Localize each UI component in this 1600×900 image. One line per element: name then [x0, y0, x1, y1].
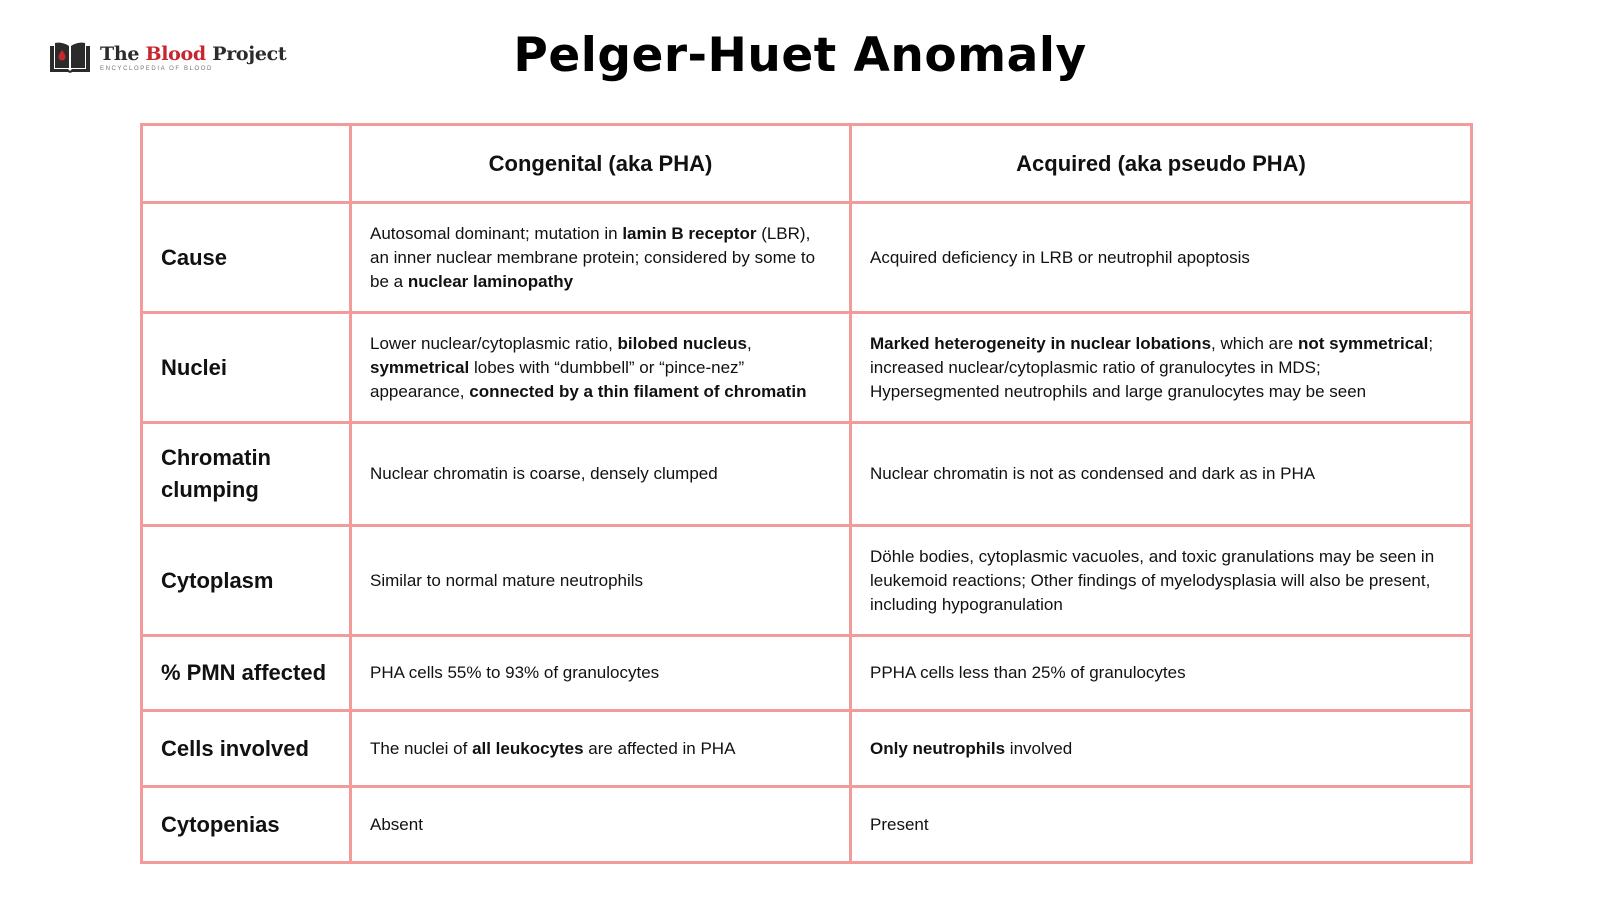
text-segment: PPHA cells less than 25% of granulocytes [870, 663, 1186, 682]
table-row [142, 787, 1472, 863]
page-title: Pelger-Huet Anomaly [513, 28, 1087, 83]
text-segment: (LBR), an inner nuclear membrane protein; considered by some to be a [370, 223, 816, 291]
row-label: Cytopenias [142, 787, 351, 863]
table-row [142, 526, 1472, 636]
text-segment: The nuclei of [370, 738, 473, 758]
congenital-cell [351, 787, 851, 863]
table-row [142, 423, 1472, 526]
congenital-cell [351, 203, 851, 313]
text-segment: Similar to normal mature neutrophils [370, 570, 644, 590]
brand-name-part1: The [100, 42, 146, 65]
congenital-cell [351, 423, 851, 526]
bold-text: connected by a thin filament of chromatin [469, 381, 807, 401]
bold-text: not symmetrical [1297, 333, 1429, 353]
congenital-cell [351, 711, 851, 787]
text-segment: Nuclear chromatin is not as condensed and dark as in PHA [870, 464, 1316, 483]
text-segment: Acquired deficiency in LRB or neutrophil apoptosis [870, 247, 1250, 267]
text-segment: , [746, 333, 752, 353]
brand-name-accent: Blood [145, 42, 206, 65]
bold-text: bilobed nucleus [617, 333, 747, 353]
row-label: Cytoplasm [142, 526, 351, 636]
brand-tagline: ENCYCLOPEDIA OF BLOOD [100, 65, 213, 72]
acquired-cell [851, 711, 1472, 787]
text-segment: lobes with “dumbbell” or “pince-nez” appearance, [370, 357, 745, 401]
header-cell-empty [142, 125, 351, 203]
text-segment: Nuclear chromatin is coarse, densely clumped [370, 464, 718, 483]
text-segment: ; increased nuclear/cytoplasmic ratio of granulocytes in MDS; Hypersegmented neutrophils and large granulocytes may be seen [870, 333, 1434, 401]
table-row [142, 313, 1472, 423]
row-label: Nuclei [142, 313, 351, 423]
congenital-cell [351, 526, 851, 636]
bold-text: Only neutrophils [870, 738, 1006, 758]
text-segment: involved [1005, 738, 1073, 758]
comparison-table [140, 123, 1473, 864]
bold-text: symmetrical [370, 357, 470, 377]
table-row [142, 203, 1472, 313]
text-segment: PHA cells 55% to 93% of granulocytes [370, 663, 660, 682]
text-segment: Lower nuclear/cytoplasmic ratio, [370, 333, 618, 353]
brand-name-part2: Project [205, 42, 287, 65]
row-label: Cells involved [142, 711, 351, 787]
congenital-cell [351, 636, 851, 711]
header-congenital: Congenital (aka PHA) [351, 125, 851, 203]
text-segment: are affected in PHA [583, 738, 736, 758]
acquired-cell [851, 423, 1472, 526]
text-segment: Autosomal dominant; mutation in [370, 223, 623, 243]
row-label: Chromatin clumping [142, 423, 351, 526]
acquired-cell [851, 636, 1472, 711]
row-label: % PMN affected [142, 636, 351, 711]
header-acquired: Acquired (aka pseudo PHA) [851, 125, 1472, 203]
text-segment: Absent [370, 814, 423, 834]
table-row [142, 711, 1472, 787]
bold-text: Marked heterogeneity in nuclear lobations [870, 333, 1212, 353]
congenital-cell [351, 313, 851, 423]
row-label: Cause [142, 203, 351, 313]
text-segment: , which are [1211, 333, 1298, 353]
bold-text: all leukocytes [472, 738, 584, 758]
text-segment: Present [870, 814, 929, 834]
text-segment: Döhle bodies, cytoplasmic vacuoles, and toxic granulations may be seen in leukemoid reactions; Other findings of myelodysplasia will also be present, including hypogranulation [870, 546, 1435, 614]
bold-text: nuclear laminopathy [407, 271, 574, 291]
table-header-row [142, 125, 1472, 203]
acquired-cell [851, 787, 1472, 863]
table-row [142, 636, 1472, 711]
bold-text: lamin B receptor [622, 223, 757, 243]
acquired-cell [851, 203, 1472, 313]
acquired-cell [851, 313, 1472, 423]
acquired-cell [851, 526, 1472, 636]
